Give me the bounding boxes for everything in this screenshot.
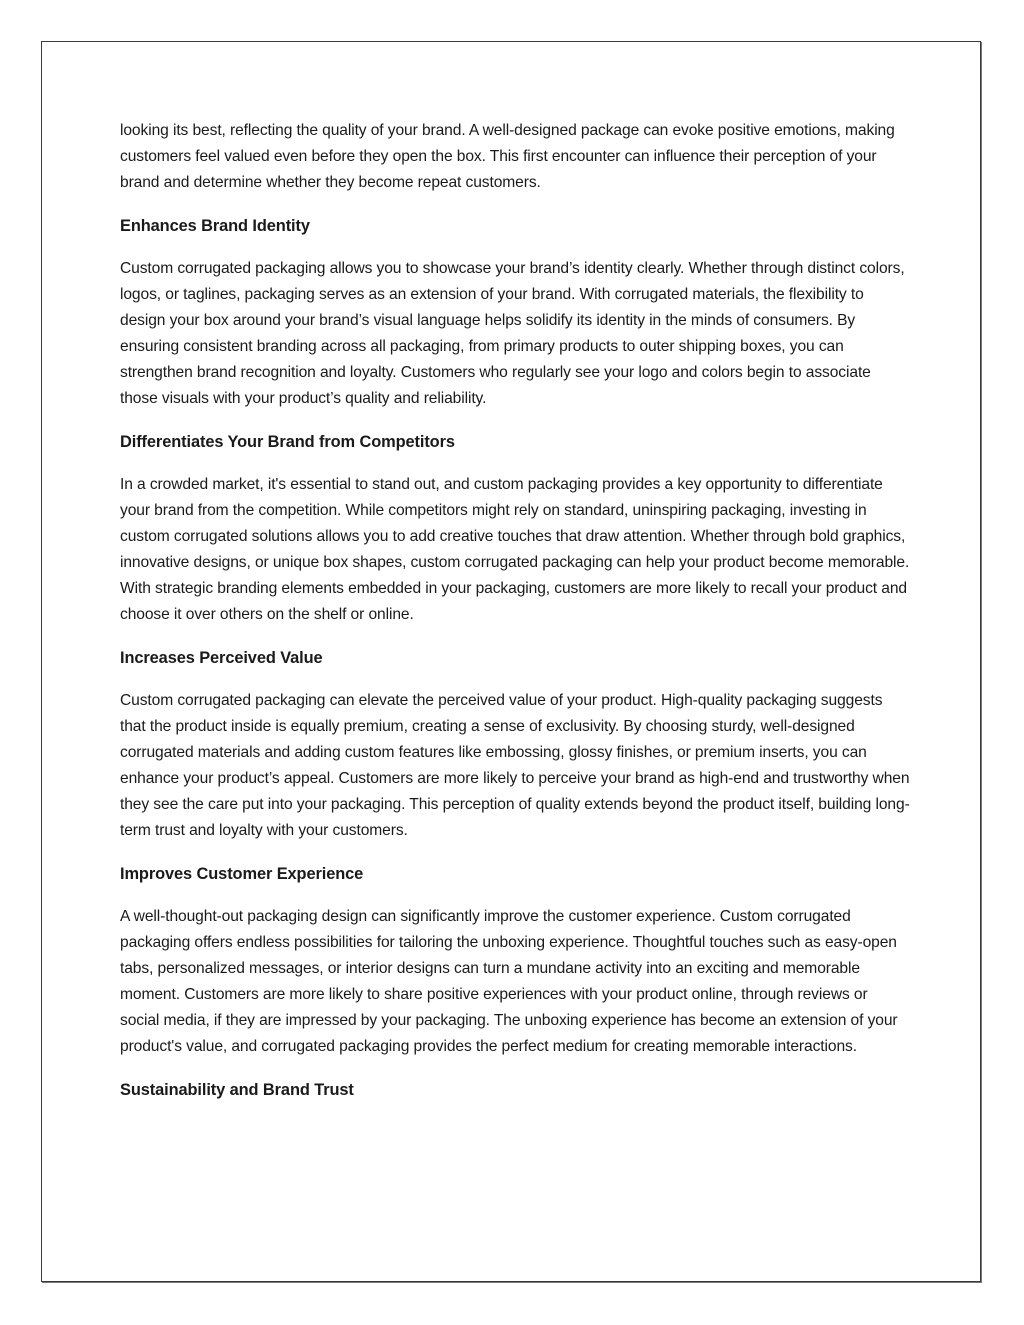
section-body-differentiates: In a crowded market, it's essential to stand out, and custom packaging provides a key opportunity to differentiate your brand from the competition. While competitors might rely on standard, uninspiring packaging, investing in custom corrugated solutions allows you to add creative touches that draw attention. Whether through bold graphics, innovative designs, or unique box shapes, custom corrugated packaging can help your product become memorable. With strategic branding elements embedded in your packaging, customers are more likely to recall your product and choose it over others on the shelf or online. bbox=[120, 476, 910, 623]
section-body-perceived-value: Custom corrugated packaging can elevate the perceived value of your product. High-quality packaging suggests that the product inside is equally premium, creating a sense of exclusivity. By choosing sturdy, well-designed corrugated materials and adding custom features like embossing, glossy finishes, or premium inserts, you can enhance your product’s appeal. Customers are more likely to perceive your brand as high-end and trustworthy when they see the care put into your packaging. This perception of quality extends beyond the product itself, building long-term trust and loyalty with your customers. bbox=[120, 692, 910, 839]
section-heading-differentiates: Differentiates Your Brand from Competitors bbox=[120, 433, 455, 451]
section-body-brand-identity: Custom corrugated packaging allows you to showcase your brand’s identity clearly. Whether through distinct colors, logos, or taglines, packaging serves as an extension of your brand. With corrugated materials, the flexibility to design your box around your brand’s visual language helps solidify its identity in the minds of consumers. By ensuring consistent branding across all packaging, from primary products to outer shipping boxes, you can strengthen brand recognition and loyalty. Customers who regularly see your logo and colors begin to associate those visuals with your product’s quality and reliability. bbox=[120, 260, 905, 407]
section-heading-customer-experience: Improves Customer Experience bbox=[120, 865, 364, 883]
intro-paragraph: looking its best, reflecting the quality of your brand. A well-designed package can evoke positive emotions, making customers feel valued even before they open the box. This first encounter can influence their perception of your brand and determine whether they become repeat customers. bbox=[120, 122, 895, 191]
section-body-customer-experience: A well-thought-out packaging design can significantly improve the customer experience. Custom corrugated packaging offers endless possibilities for tailoring the unboxing experience. Thoughtful touches such as easy-open tabs, personalized messages, or interior designs can turn a mundane activity into an exciting and memorable moment. Customers are more likely to share positive experiences with your product online, through reviews or social media, if they are impressed by your packaging. The unboxing experience has become an extension of your product's value, and corrugated packaging provides the perfect medium for creating memorable interactions. bbox=[120, 908, 898, 1055]
section-heading-perceived-value: Increases Perceived Value bbox=[120, 649, 323, 667]
section-heading-sustainability: Sustainability and Brand Trust bbox=[120, 1081, 354, 1099]
document-body bbox=[120, 118, 910, 1120]
section-heading-brand-identity: Enhances Brand Identity bbox=[120, 217, 310, 235]
